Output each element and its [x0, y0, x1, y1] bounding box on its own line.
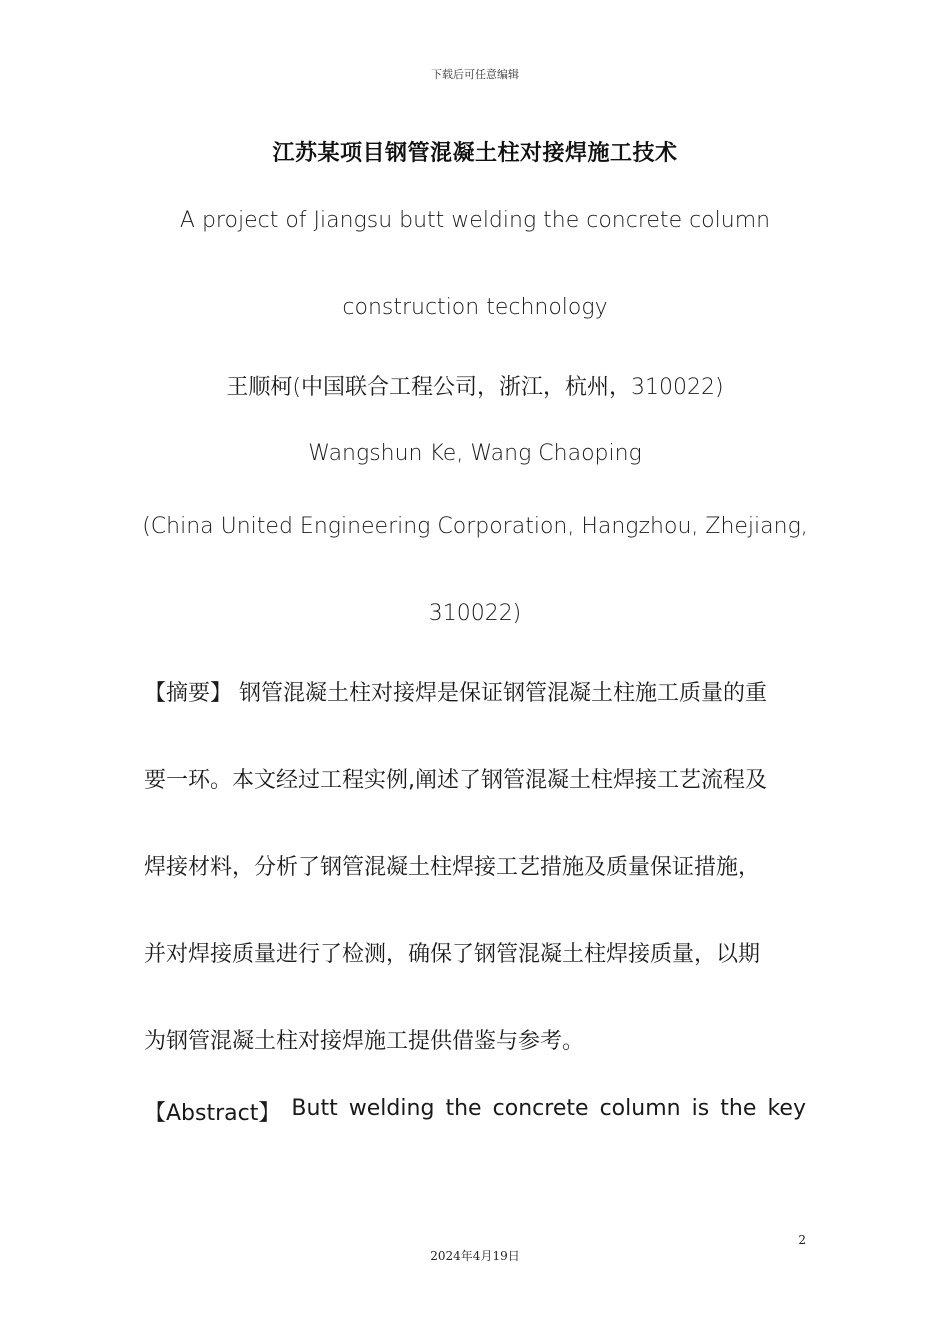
- abstract-en-word: welding: [348, 1096, 435, 1121]
- page-number: 2: [798, 1233, 806, 1247]
- abstract-en-line-1: [144, 1096, 806, 1127]
- abstract-en-word: column: [599, 1096, 681, 1121]
- abstract-zh-line-1: 【摘要】 钢管混凝土柱对接焊是保证钢管混凝土柱施工质量的重: [144, 681, 767, 706]
- author-english-names: Wangshun Ke, Wang Chaoping: [308, 441, 642, 466]
- english-title-line-2: construction technology: [342, 295, 608, 320]
- abstract-en-word: key: [767, 1096, 806, 1121]
- abstract-en-word: concrete: [492, 1096, 589, 1121]
- abstract-zh-line-2: 要一环。本文经过工程实例,阐述了钢管混凝土柱焊接工艺流程及: [144, 768, 767, 793]
- abstract-en-word: 【Abstract】: [144, 1101, 281, 1126]
- abstract-en-word: is: [691, 1096, 710, 1121]
- footer-date: 2024年4月19日: [430, 1249, 520, 1263]
- abstract-en-word: the: [720, 1096, 757, 1121]
- header-note: 下载后可任意编辑: [431, 68, 519, 81]
- author-chinese: 王顺柯(中国联合工程公司，浙江，杭州，310022): [226, 375, 724, 400]
- abstract-en-word: the: [445, 1096, 482, 1121]
- abstract-zh-line-3: 焊接材料，分析了钢管混凝土柱焊接工艺措施及质量保证措施，: [144, 855, 761, 880]
- author-affiliation-line-2: 310022): [428, 601, 522, 626]
- abstract-en-word: Butt: [291, 1096, 338, 1121]
- abstract-zh-line-5: 为钢管混凝土柱对接焊施工提供借鉴与参考。: [144, 1029, 585, 1054]
- author-affiliation-line-1: (China United Engineering Corporation, Hangzhou, Zhejiang,: [142, 514, 808, 539]
- document-title: 江苏某项目钢管混凝土柱对接焊施工技术: [272, 141, 678, 166]
- abstract-zh-line-4: 并对焊接质量进行了检测，确保了钢管混凝土柱焊接质量，以期: [144, 942, 761, 967]
- english-title-line-1: A project of Jiangsu butt welding the concrete column: [179, 208, 771, 233]
